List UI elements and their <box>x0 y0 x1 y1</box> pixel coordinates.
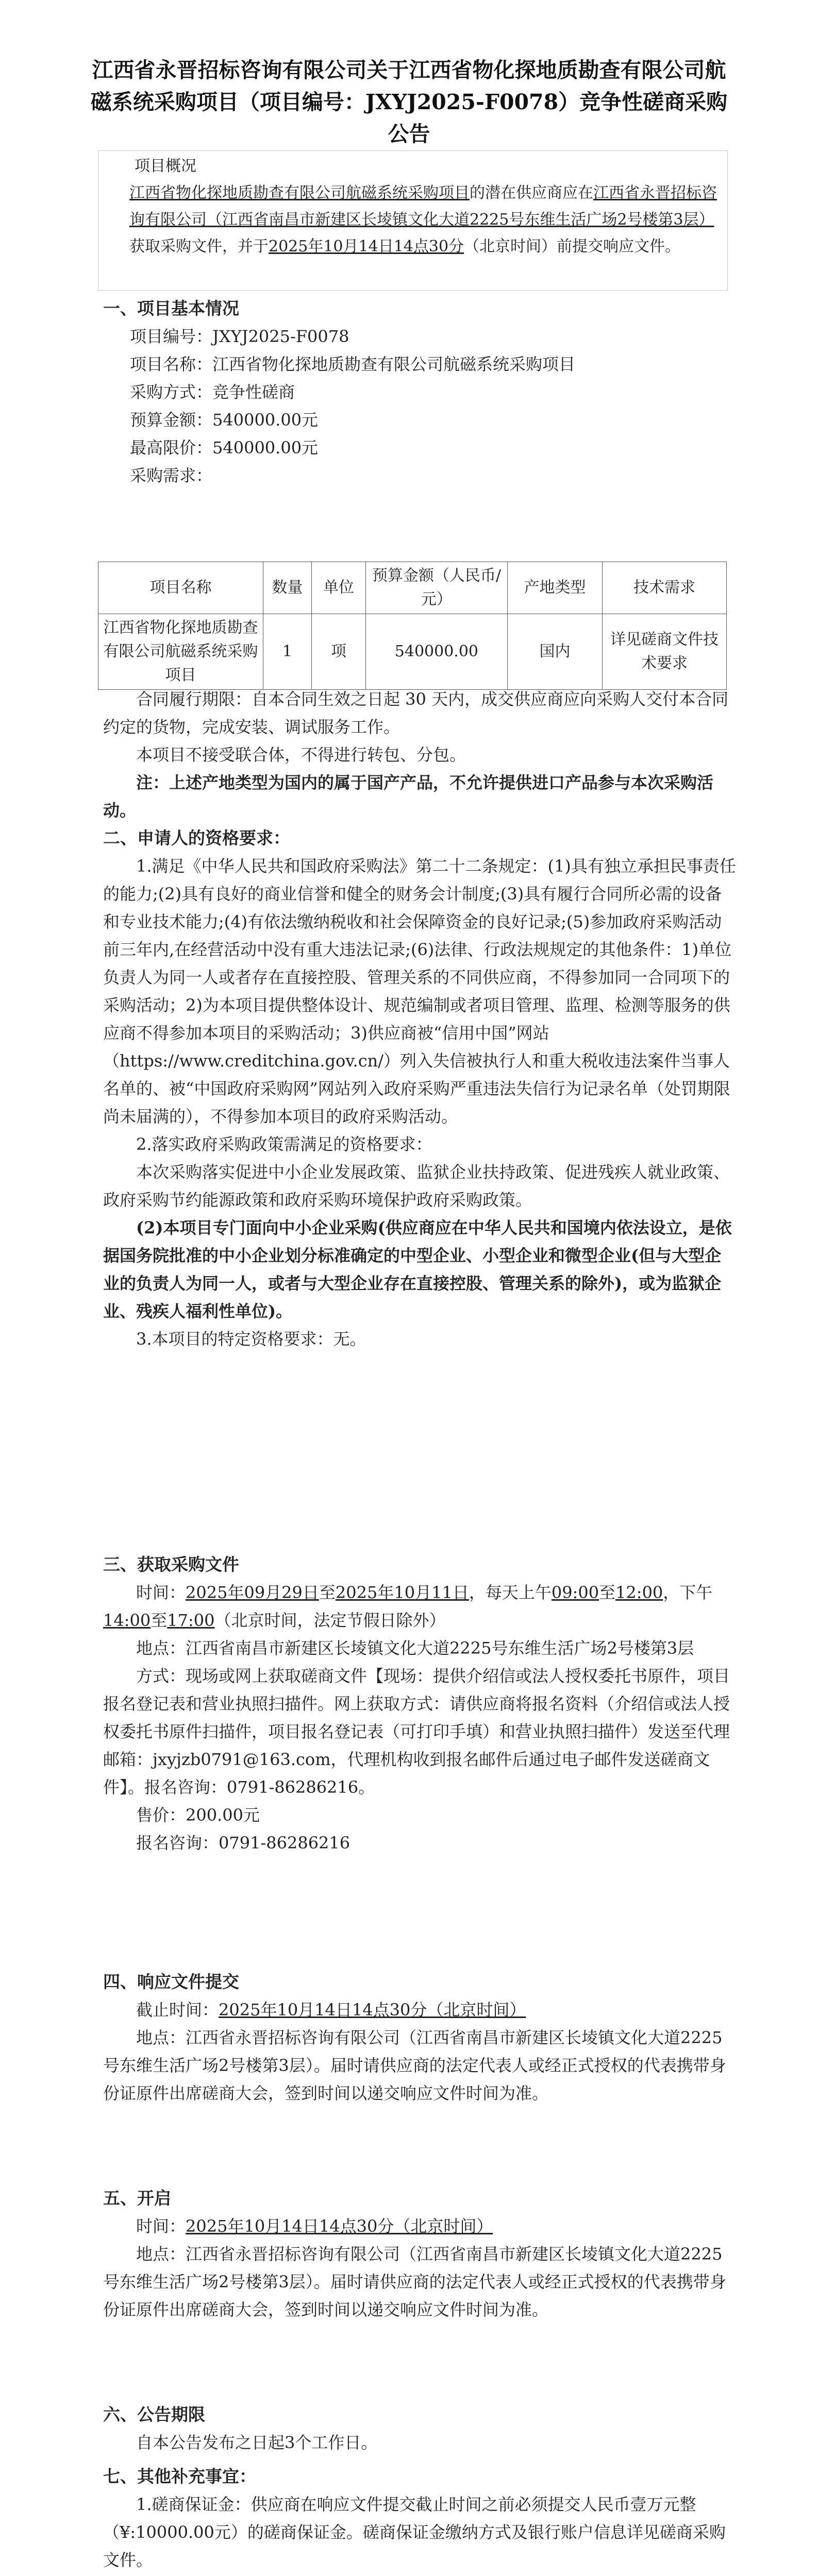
section-heading: 三、获取采购文件 <box>103 1554 239 1574</box>
obtain-time <box>103 1579 737 1634</box>
table-header-row <box>98 562 727 614</box>
page-title: 江西省永晋招标咨询有限公司关于江西省物化探地质勘查有限公司航磁系统采购项目（项目编号：JXYJ2025-F0078）竞争性磋商采购公告 <box>90 58 728 146</box>
announcement-period: 自本公告发布之日起3个工作日。 <box>136 2433 378 2452</box>
table-cell: 江西省物化探地质勘查有限公司航磁系统采购项目 <box>98 614 263 690</box>
deadline-value: 2025年10月14日14点30分（北京时间） <box>219 2000 526 2020</box>
table-cell: 540000.00 <box>366 614 508 690</box>
table-header: 数量 <box>263 562 312 614</box>
section-announcement-period <box>103 2401 737 2456</box>
table-cell: 详见磋商文件技术要求 <box>603 614 727 690</box>
afternoon-end: 17:00 <box>167 1611 215 1630</box>
table-header: 单位 <box>311 562 365 614</box>
time-afternoon: ，下午 <box>663 1583 713 1602</box>
opening-time-label: 时间： <box>136 2216 186 2236</box>
overview-deadline: 2025年10月14日14点30分 <box>269 238 464 256</box>
table-header: 技术需求 <box>603 562 727 614</box>
table-cell: 项 <box>311 614 365 690</box>
obtain-way: 方式：现场或网上获取磋商文件【现场：提供介绍信或法人授权委托书原件，项目报名登记表和营业执照扫描件。网上获取方式：请供应商将报名资料（介绍信或法人授权委托书原件扫描件，项目报名登记表（可打印手填）和营业执照扫描件）发送至代理邮箱：jxyjzb0791@163.com，代理机构收到报名邮件后通过电子邮件发送磋商文件】。报名咨询：0791-86286216。 <box>103 1666 730 1797</box>
table-header: 项目名称 <box>98 562 263 614</box>
section-qualifications <box>103 824 737 1353</box>
doc-price: 售价：200.00元 <box>136 1805 260 1825</box>
section-heading: 二、申请人的资格要求： <box>103 828 290 848</box>
qualification-item-3: 3.本项目的特定资格要求：无。 <box>136 1329 366 1349</box>
project-number: 项目编号：JXYJ2025-F0078 <box>130 327 349 346</box>
time-morning: ，每天上午 <box>469 1583 552 1602</box>
overview-text <box>129 180 722 260</box>
sme-requirement: (2)本项目专门面向中小企业采购(供应商应在中华人民共和国境内依法设立，是依据国务院批准的中小企业划分标准确定的中型企业、小型企业和微型企业(但与大型企业的负责人为同一人，或者与大型企业存在直接控股、管理关系的除外)，或为监狱企业、残疾人福利性单位)。 <box>103 1218 732 1321</box>
time-label: 时间： <box>136 1583 186 1602</box>
section-heading: 六、公告期限 <box>103 2404 205 2425</box>
section-obtain-docs <box>103 1551 737 1857</box>
no-consortium: 本项目不接受联合体，不得进行转包、分包。 <box>136 745 466 765</box>
deposit-info: 1.磋商保证金：供应商在响应文件提交截止时间之前必须提交人民币壹万元整（¥:10000.00元）的磋商保证金。磋商保证金缴纳方式及银行账户信息详见磋商采购文件。 <box>103 2495 726 2570</box>
overview-agency: 江西省永晋招标咨询有限公司（江西省南昌市新建区长堎镇文化大道2225号东维生活广场2号楼第3层） <box>129 184 717 229</box>
table-header: 预算金额（人民币/元） <box>366 562 508 614</box>
demand-label: 采购需求： <box>130 466 213 485</box>
obtain-place: 地点：江西省南昌市新建区长堎镇文化大道2225号东维生活广场2号楼第3层 <box>136 1638 694 1658</box>
morning-start: 09:00 <box>551 1583 599 1602</box>
section-heading: 四、响应文件提交 <box>103 1972 239 1992</box>
project-overview-box <box>98 150 728 291</box>
budget-amount: 预算金额：540000.00元 <box>130 410 319 430</box>
section-heading: 五、开启 <box>103 2188 171 2208</box>
qualification-item-2: 2.落实政府采购政策需满足的资格要求： <box>136 1134 432 1154</box>
time-to: 至 <box>599 1583 616 1602</box>
section-other-matters <box>103 2463 737 2576</box>
section-heading: 七、其他补充事宜： <box>103 2466 256 2486</box>
opening-time <box>103 2212 737 2240</box>
end-date: 2025年10月11日 <box>335 1583 469 1602</box>
opening-place: 地点：江西省永晋招标咨询有限公司（江西省南昌市新建区长堎镇文化大道2225号东维生活广场2号楼第3层）。届时请供应商的法定代表人或经正式授权的代表携带身份证原件出席磋商大会，签到时间以递交响应文件时间为准。 <box>103 2244 726 2319</box>
agency-fee-info <box>103 2574 737 2576</box>
submission-deadline <box>103 1996 737 2024</box>
opening-time-value: 2025年10月14日14点30分（北京时间） <box>186 2216 493 2236</box>
domestic-note: 注：上述产地类型为国内的属于国产产品，不允许提供进口产品参与本次采购活动。 <box>103 773 714 820</box>
morning-end: 12:00 <box>615 1583 663 1602</box>
demand-table <box>98 562 727 690</box>
start-date: 2025年09月29日 <box>186 1583 319 1602</box>
time-to: 至 <box>319 1583 336 1602</box>
qualification-item-2-text: 本次采购落实促进中小企业发展政策、监狱企业扶持政策、促进残疾人就业政策、政府采购节约能源政策和政府采购环境保护政府采购政策。 <box>103 1162 730 1210</box>
overview-project-name: 江西省物化探地质勘查有限公司航磁系统采购项目 <box>129 184 470 202</box>
section-submission <box>103 1968 737 2107</box>
table-header: 产地类型 <box>507 562 602 614</box>
table-cell: 1 <box>263 614 312 690</box>
qualification-item-1: 1.满足《中华人民共和国政府采购法》第二十二条规定：(1)具有独立承担民事责任的能力;(2)具有良好的商业信誉和健全的财务会计制度;(3)具有履行合同所必需的设备和专业技术能力;(4)有依法缴纳税收和社会保障资金的良好记录;(5)参加政府采购活动前三年内,在经营活动中没有重大违法记录;(6)法律、行政法规规定的其他条件：1)单位负责人为同一人或者存在直接控股、管理关系的不同供应商，不得参加同一合同项下的采购活动；2)为本项目提供整体设计、规范编制或者项目管理、监理、检测等服务的供应商不得参加本项目的采购活动；3)供应商被“信用中国”网站（https://www.creditchina.gov.cn/）列入失信被执行人和重大税收违法案件当事人名单的、被“中国政府采购网”网站列入政府采购严重违法失信行为记录名单（处罚期限尚未届满的），不得参加本项目的政府采购活动。 <box>103 856 736 1126</box>
project-name: 项目名称：江西省物化探地质勘查有限公司航磁系统采购项目 <box>130 354 576 374</box>
section-heading: 一、项目基本情况 <box>103 298 239 318</box>
table-row <box>98 614 727 690</box>
time-to: 至 <box>151 1611 168 1630</box>
overview-text-f: （北京时间）前提交响应文件。 <box>464 238 681 256</box>
table-cell: 国内 <box>507 614 602 690</box>
deadline-label: 截止时间： <box>136 2000 219 2020</box>
section-opening <box>103 2184 737 2324</box>
overview-label: 项目概况 <box>135 157 196 175</box>
registration-consult: 报名咨询：0791-86286216 <box>136 1833 350 1853</box>
contract-period: 合同履行期限：自本合同生效之日起 30 天内，成交供应商应向采购人交付本合同约定的货物，完成安装、调试服务工作。 <box>103 689 729 737</box>
section-basic-info <box>103 295 737 489</box>
procurement-method: 采购方式：竞争性磋商 <box>130 382 295 402</box>
section-basic-info-cont <box>103 685 737 824</box>
afternoon-start: 14:00 <box>103 1611 151 1630</box>
overview-text-b: 的潜在供应商应在 <box>470 184 593 202</box>
max-price: 最高限价：540000.00元 <box>130 438 319 457</box>
submission-place: 地点：江西省永晋招标咨询有限公司（江西省南昌市新建区长堎镇文化大道2225号东维生活广场2号楼第3层）。届时请供应商的法定代表人或经正式授权的代表携带身份证原件出席磋商大会，签到时间以递交响应文件时间为准。 <box>103 2028 726 2103</box>
time-note: （北京时间，法定节假日除外） <box>214 1611 446 1630</box>
overview-text-d: 获取采购文件，并于 <box>129 238 269 256</box>
